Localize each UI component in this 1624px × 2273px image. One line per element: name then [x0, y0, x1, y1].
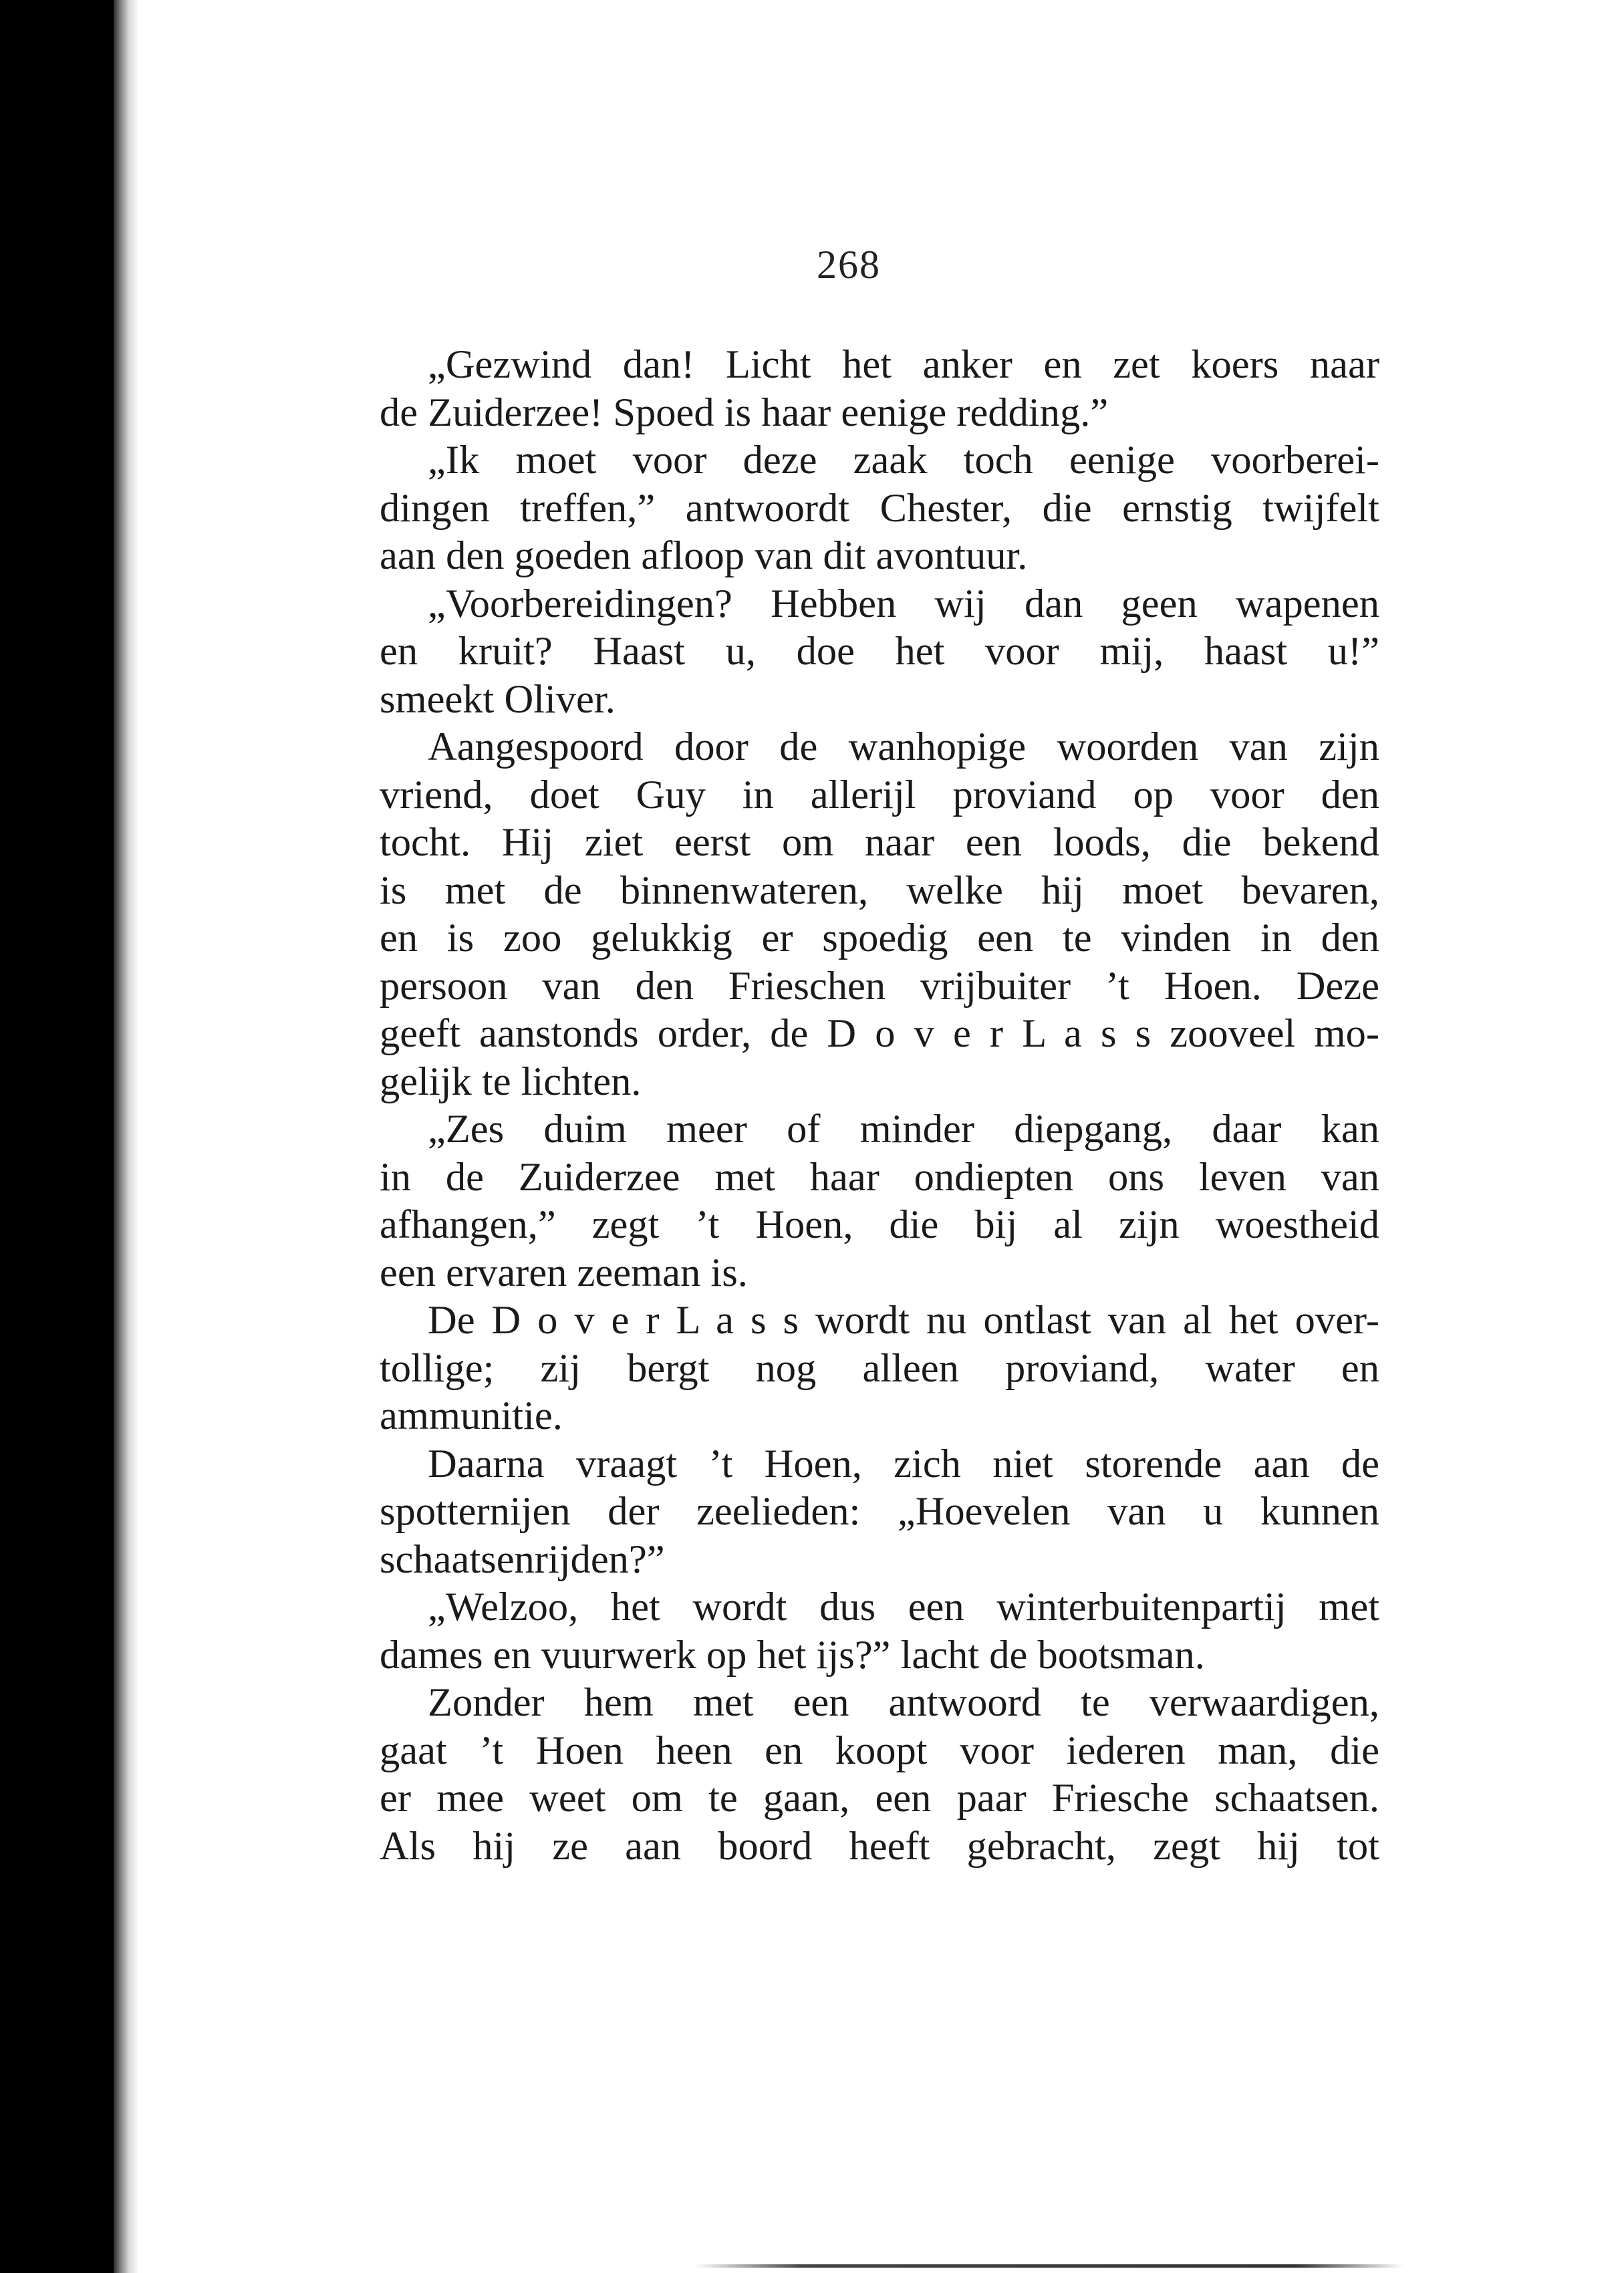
text-line: en kruit? Haast u, doe het voor mij, haast u!”	[380, 629, 1379, 674]
body-text	[380, 341, 1379, 1870]
paragraph	[380, 723, 1379, 1105]
text-line: is met de binnenwateren, welke hij moet bevaren,	[380, 867, 1379, 913]
paragraph	[380, 341, 1379, 436]
text-line: „Ik moet voor deze zaak toch eenige voorberei-	[428, 438, 1379, 483]
page-number: 268	[817, 243, 881, 287]
text-line: dingen treffen,” antwoordt Chester, die ernstig twijfelt	[380, 485, 1379, 531]
text-line: persoon van den Frieschen vrijbuiter ’t Hoen. Deze	[380, 963, 1379, 1009]
paragraph	[380, 1297, 1379, 1440]
text-line: en is zoo gelukkig er spoedig een te vinden in den	[380, 916, 1379, 960]
text-line: „Welzoo, het wordt dus een winterbuitenpartij met	[428, 1585, 1379, 1629]
text-line: Als hij ze aan boord heeft gebracht, zegt hij tot	[380, 1823, 1379, 1869]
text-line: de Zuiderzee! Spoed is haar eenige redding.”	[380, 390, 1109, 435]
text-line: „Voorbereidingen? Hebben wij dan geen wapenen	[428, 581, 1379, 626]
text-line: Daarna vraagt ’t Hoen, zich niet storende aan de	[428, 1441, 1379, 1486]
text-line: een ervaren zeeman is.	[380, 1250, 748, 1295]
text-line: gaat ’t Hoen heen en koopt voor iederen man, die	[380, 1728, 1379, 1773]
paragraph	[380, 580, 1379, 724]
paragraph	[380, 1105, 1379, 1297]
text-line: Aangespoord door de wanhopige woorden van zijn	[428, 724, 1379, 769]
text-line: in de Zuiderzee met haar ondiepten ons leven van	[380, 1154, 1379, 1200]
text-line: smeekt Oliver.	[380, 676, 616, 722]
book-gutter-shadow	[114, 0, 139, 2273]
text-line: Zonder hem met een antwoord te verwaardigen,	[428, 1680, 1379, 1725]
text-line: spotternijen der zeelieden: „Hoevelen van u kunnen	[380, 1489, 1379, 1534]
text-line: schaatsenrijden?”	[380, 1536, 665, 1582]
text-line: tollige; zij bergt nog alleen proviand, water en	[380, 1345, 1379, 1391]
text-line: „Zes duim meer of minder diepgang, daar kan	[428, 1107, 1379, 1152]
paragraph	[380, 1679, 1379, 1870]
paragraph	[380, 436, 1379, 580]
page-bottom-shadow	[695, 2264, 1403, 2268]
text-line: geeft aanstonds order, de D o v e r L a s s zooveel mo-	[380, 1011, 1379, 1056]
text-line: ammunitie.	[380, 1393, 563, 1438]
text-line: afhangen,” zegt ’t Hoen, die bij al zijn woestheid	[380, 1202, 1379, 1247]
text-line: er mee weet om te gaan, een paar Friesche schaatsen.	[380, 1776, 1379, 1821]
text-line: vriend, doet Guy in allerijl proviand op voor den	[380, 772, 1379, 817]
text-line: De D o v e r L a s s wordt nu ontlast van al het over-	[428, 1298, 1379, 1343]
paragraph	[380, 1583, 1379, 1679]
text-line: „Gezwind dan! Licht het anker en zet koers naar	[428, 342, 1379, 387]
book-binding-edge	[0, 0, 114, 2273]
paragraph	[380, 1440, 1379, 1584]
text-line: tocht. Hij ziet eerst om naar een loods, die bekend	[380, 820, 1379, 865]
text-line: aan den goeden afloop van dit avontuur.	[380, 533, 1028, 578]
text-line: gelijk te lichten.	[380, 1059, 642, 1104]
text-line: dames en vuurwerk op het ijs?” lacht de bootsman.	[380, 1632, 1205, 1678]
